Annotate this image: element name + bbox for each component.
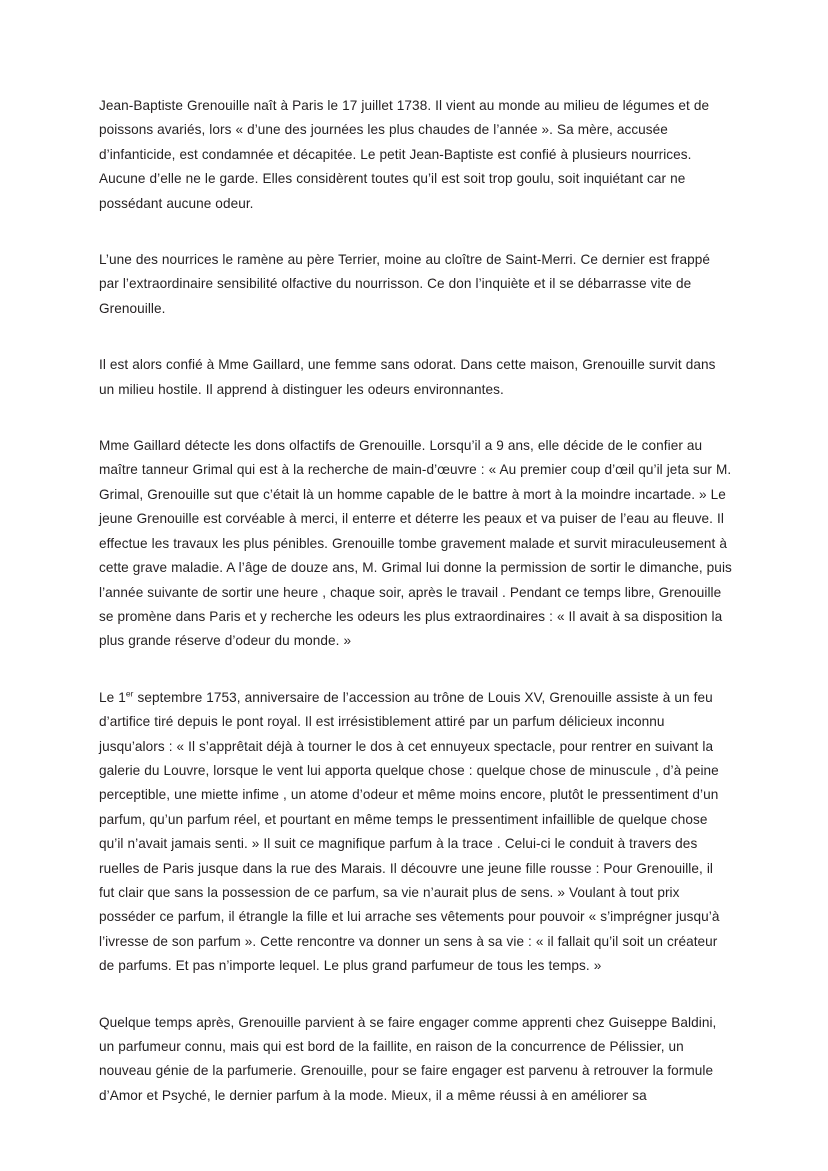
paragraph-5-text: septembre 1753, anniversaire de l’accession au trône de Louis XV, Grenouille assiste à un feu d’artifice tiré depuis le pont royal. Il est irrésistiblement attiré par un parfum délicieux inconnu jusqu’alors : « Il s’apprêtait déjà à tourner le dos à cet ennuyeux spectacle, pour rentrer en suivant la galerie du Louvre, lorsque le vent lui apporta quelque chose : quelque chose de minuscule , d’à peine perceptible, une miette infime , un atome d’odeur et même moins encore, plutôt le pressentiment d’un parfum, qu’un parfum réel, et pourtant en même temps le pressentiment infaillible de quelque chose qu’il n’avait jamais senti. » Il suit ce magnifique parfum à la trace . Celui-ci le conduit à travers des ruelles de Paris jusque dans la rue des Marais. Il découvre une jeune fille rousse : Pour Grenouille, il fut clair que sans la possession de ce parfum, sa vie n’aurait plus de sens. » Voulant à tout prix posséder ce parfum, il étrangle la fille et lui arrache ses vêtements pour pouvoir « s’imprégner jusqu’à l’ivresse de son parfum ». Cette rencontre va donner un sens à sa vie : « il fallait qu’il soit un créateur de parfums. Et pas n’importe lequel. Le plus grand parfumeur de tous les temps. » (99, 689, 720, 974)
paragraph-4: Mme Gaillard détecte les dons olfactifs de Grenouille. Lorsqu’il a 9 ans, elle décide de le confier au maître tanneur Grimal qui est à la recherche de main-d’œuvre : « Au premier coup d’œil qu’il jeta sur M. Grimal, Grenouille sut que c’était là un homme capable de le battre à mort à la moindre incartade. » Le jeune Grenouille est corvéable à merci, il enterre et déterre les peaux et va puiser de l’eau au fleuve. Il effectue les travaux les plus pénibles. Grenouille tombe gravement malade et survit miraculeusement à cette grave maladie. A l’âge de douze ans, M. Grimal lui donne la permission de sortir le dimanche, puis l’année suivante de sortir une heure , chaque soir, après le travail . Pendant ce temps libre, Grenouille se promène dans Paris et y recherche les odeurs les plus extraordinaires : « Il avait à sa disposition la plus grande réserve d’odeur du monde. » (99, 438, 732, 649)
paragraph-5 (99, 686, 732, 979)
paragraph-3: Il est alors confié à Mme Gaillard, une femme sans odorat. Dans cette maison, Grenouille survit dans un milieu hostile. Il apprend à distinguer les odeurs environnantes. (99, 357, 716, 397)
paragraph-2: L’une des nourrices le ramène au père Terrier, moine au cloître de Saint-Merri. Ce dernier est frappé par l’extraordinaire sensibilité olfactive du nourrisson. Ce don l’inquiète et il se débarrasse vite de Grenouille. (99, 252, 711, 316)
paragraph-5-prefix: Le 1 (99, 689, 126, 705)
paragraph-6: Quelque temps après, Grenouille parvient à se faire engager comme apprenti chez Guiseppe Baldini, un parfumeur connu, mais qui est bord de la faillite, en raison de la concurrence de Pélissier, un nouveau génie de la parfumerie. Grenouille, pour se faire engager est parvenu à retrouver la formule d’Amor et Psyché, le dernier parfum à la mode. Mieux, il a même réussi à en améliorer sa (99, 1014, 717, 1103)
paragraph-1: Jean-Baptiste Grenouille naît à Paris le 17 juillet 1738. Il vient au monde au milieu de légumes et de poissons avariés, lors « d’une des journées les plus chaudes de l’année ». Sa mère, accusée d’infanticide, est condamnée et décapitée. Le petit Jean-Baptiste est confié à plusieurs nourrices. Aucune d’elle ne le garde. Elles considèrent toutes qu’il est soit trop goulu, soit inquiétant car ne possédant aucune odeur. (99, 98, 710, 211)
document-body (99, 94, 732, 1108)
ordinal-superscript: er (125, 688, 134, 699)
